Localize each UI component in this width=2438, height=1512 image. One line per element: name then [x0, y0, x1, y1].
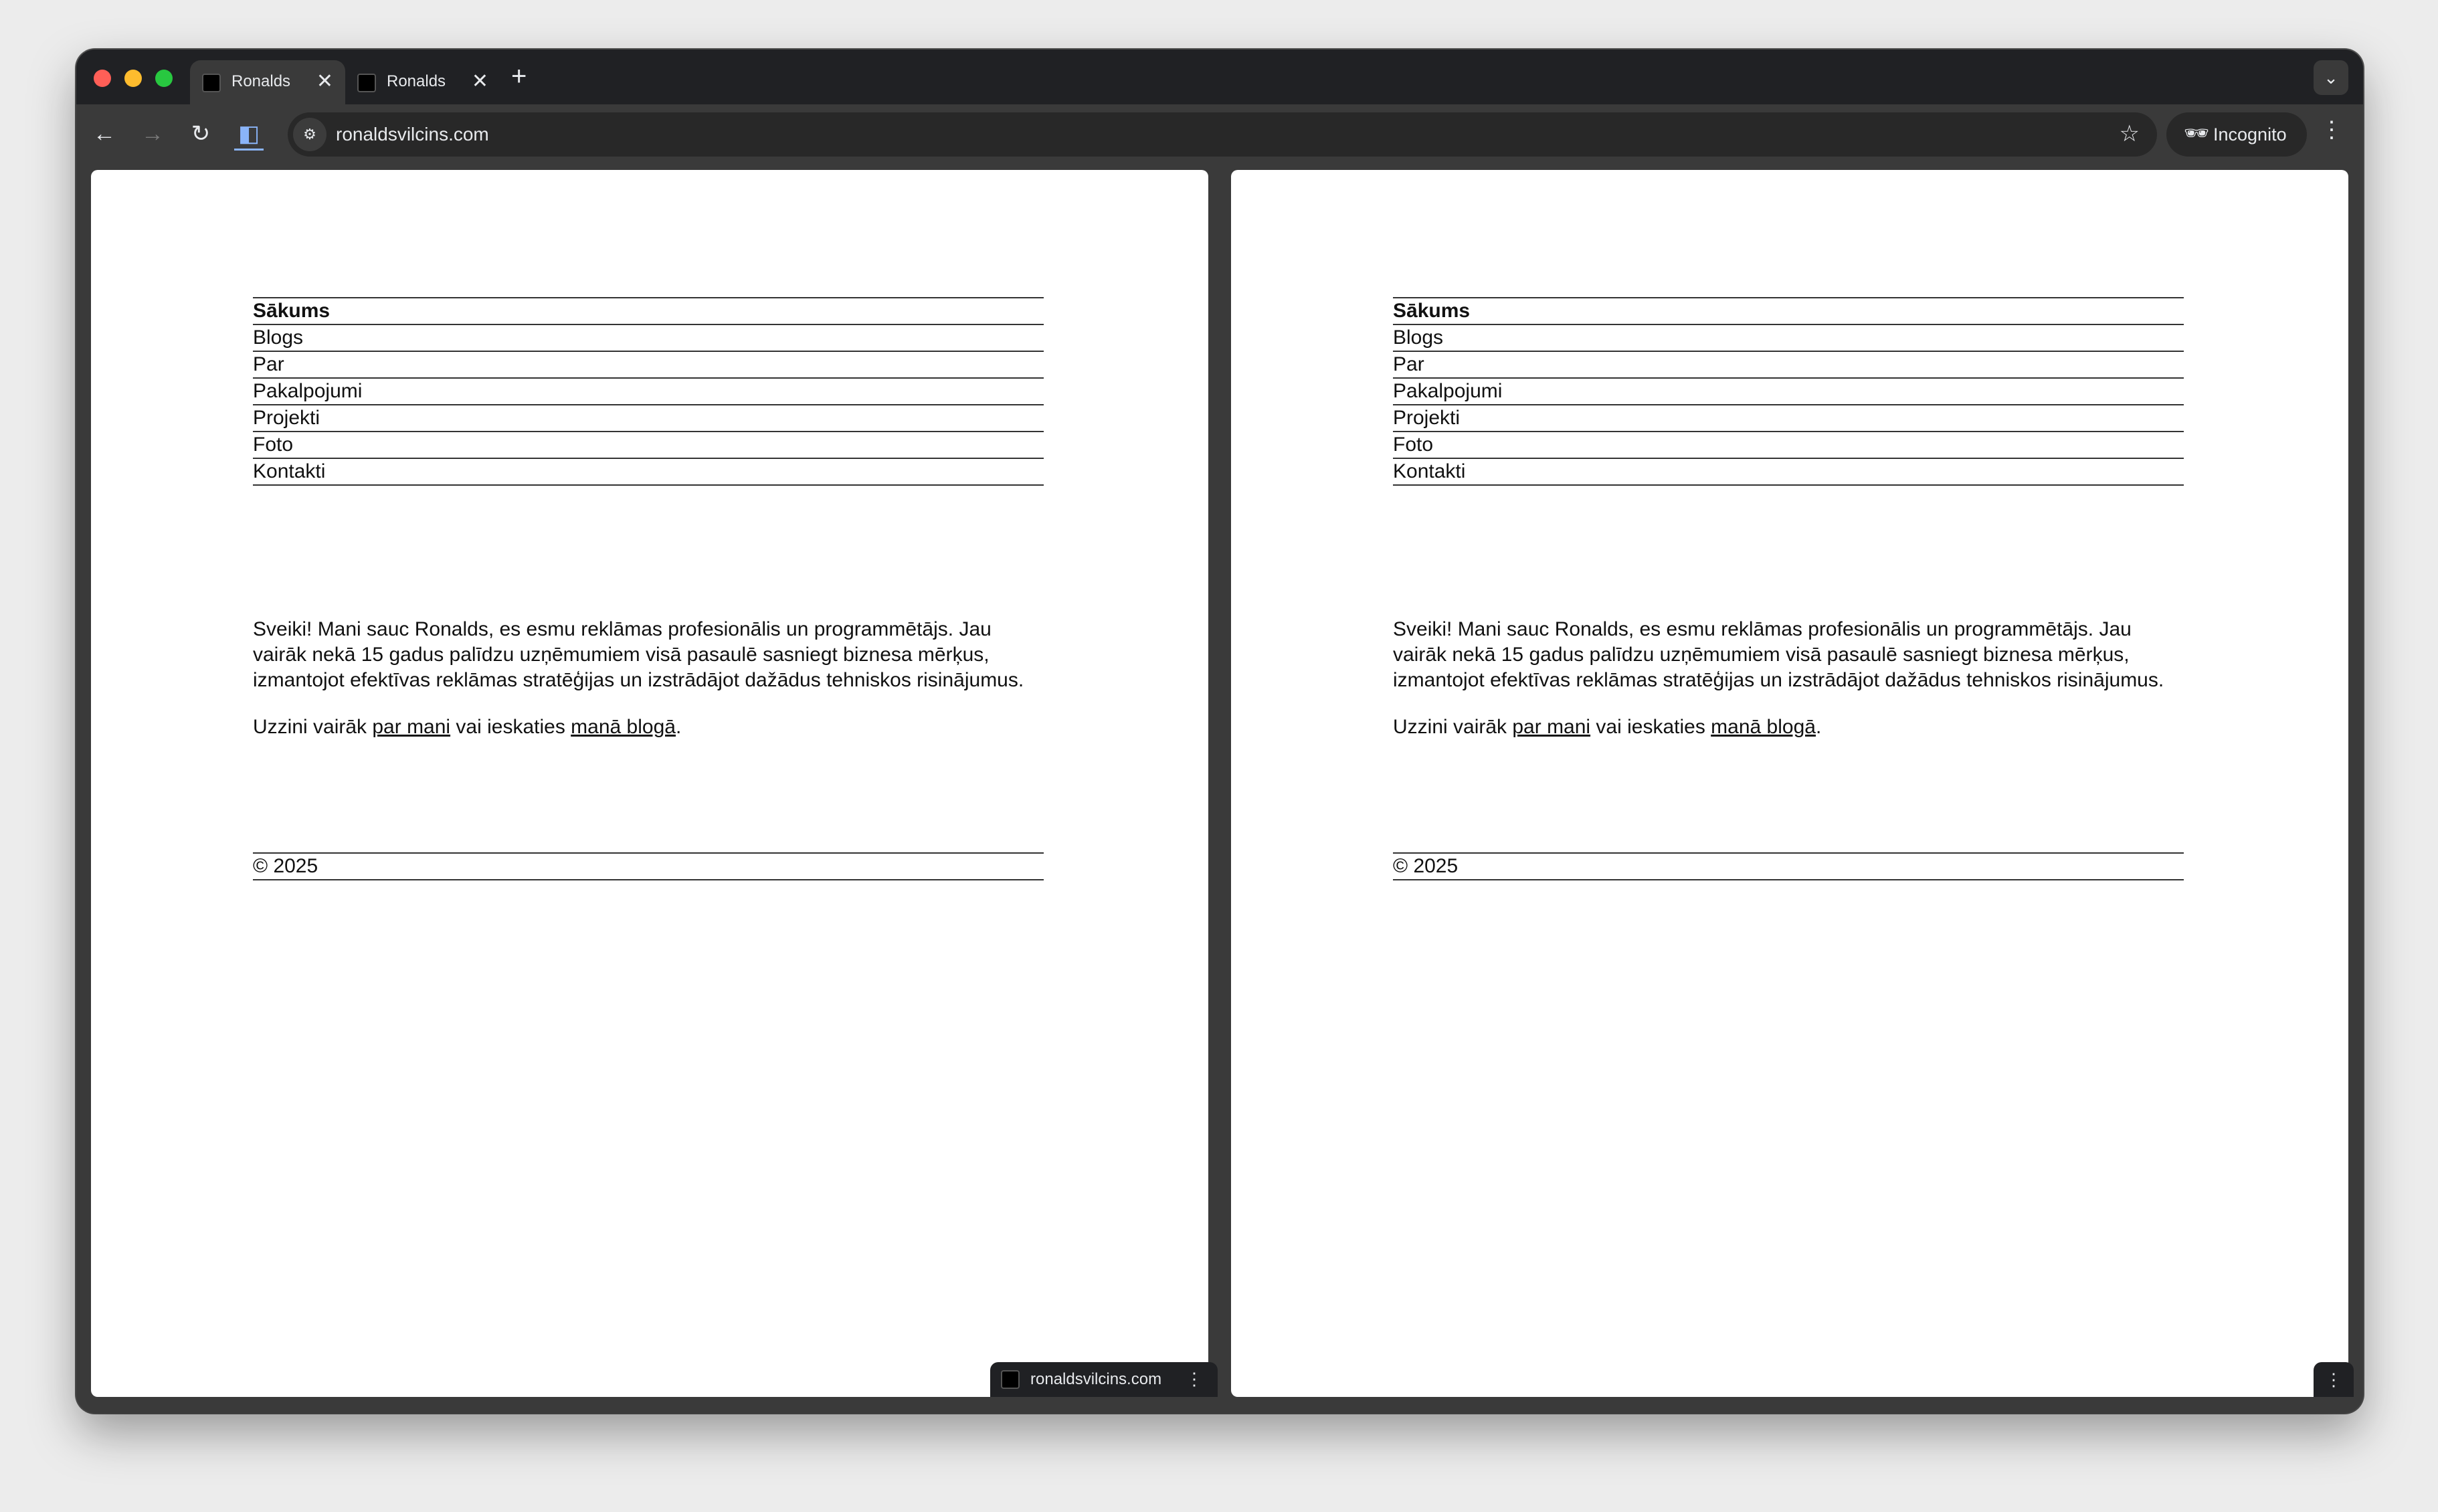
browser-toolbar [76, 104, 2363, 165]
about-me-link[interactable]: par mani [372, 716, 451, 738]
copyright-footer: © 2025 [253, 852, 1044, 880]
minimize-window-button[interactable] [124, 70, 142, 87]
incognito-chip[interactable] [2166, 112, 2307, 157]
nav-item-sakums[interactable]: Sākums [1393, 298, 2184, 325]
intro-paragraph: Sveiki! Mani sauc Ronalds, es esmu reklāmas profesionālis un programmētājs. Jau vairāk nekā 15 gadus palīdzu uzņēmumiem visā pasaulē sasniegt biznesa mērķus, izmantojot efektīvas reklāmas stratēģijas un izstrādājot dažādus tehniskos risinājumus. [1393, 618, 2164, 691]
site-info-icon[interactable]: ⚙ [293, 118, 326, 151]
split-view-icon[interactable]: ◧ [234, 119, 264, 151]
split-pane-tab-chip[interactable] [990, 1362, 1218, 1397]
nav-item-projekti[interactable]: Projekti [1393, 405, 2184, 432]
nav-item-kontakti[interactable]: Kontakti [1393, 459, 2184, 486]
forward-arrow-icon[interactable]: → [141, 121, 164, 147]
intro-section [1393, 617, 2184, 740]
close-window-button[interactable] [94, 70, 111, 87]
learn-more-suffix: . [1815, 716, 1822, 738]
page-content [253, 297, 1044, 880]
nav-item-par[interactable]: Par [1393, 352, 2184, 379]
nav-item-pakalpojumi[interactable]: Pakalpojumi [1393, 379, 2184, 405]
split-pane-menu-icon[interactable]: ⋮ [1186, 1369, 1203, 1389]
split-pane-menu-icon-right[interactable]: ⋮ [2314, 1362, 2354, 1397]
tab-search-chevron-icon[interactable]: ⌄ [2314, 60, 2348, 95]
learn-more-suffix: . [675, 716, 682, 738]
nav-item-sakums[interactable]: Sākums [253, 298, 1044, 325]
learn-more-middle: vai ieskaties [450, 716, 571, 738]
learn-more-paragraph [253, 715, 1044, 740]
blog-link[interactable]: manā blogā [1711, 716, 1816, 738]
nav-item-par[interactable]: Par [253, 352, 1044, 379]
split-pane-url: ronaldsvilcins.com [1030, 1370, 1162, 1388]
about-me-link[interactable]: par mani [1512, 716, 1591, 738]
nav-item-kontakti[interactable]: Kontakti [253, 459, 1044, 486]
split-pane-left [91, 170, 1208, 1397]
learn-more-paragraph [1393, 715, 2184, 740]
maximize-window-button[interactable] [155, 70, 173, 87]
address-bar[interactable] [288, 112, 2157, 157]
incognito-label: Incognito [2213, 124, 2287, 145]
nav-item-blogs[interactable]: Blogs [253, 325, 1044, 352]
nav-item-foto[interactable]: Foto [1393, 432, 2184, 459]
tab-title: Ronalds [387, 72, 446, 90]
learn-more-middle: vai ieskaties [1590, 716, 1711, 738]
site-nav [1393, 297, 2184, 486]
intro-paragraph: Sveiki! Mani sauc Ronalds, es esmu reklāmas profesionālis un programmētājs. Jau vairāk nekā 15 gadus palīdzu uzņēmumiem visā pasaulē sasniegt biznesa mērķus, izmantojot efektīvas reklāmas stratēģijas un izstrādājot dažādus tehniskos risinājumus. [253, 618, 1024, 691]
site-favicon-icon [202, 74, 221, 92]
browser-window [76, 50, 2363, 1413]
tab-ronalds-2[interactable] [345, 60, 500, 104]
tab-title: Ronalds [231, 72, 291, 90]
learn-more-prefix: Uzzini vairāk [1393, 716, 1513, 738]
new-tab-icon[interactable]: + [511, 62, 527, 91]
back-arrow-icon[interactable]: ← [93, 121, 116, 147]
copyright-footer: © 2025 [1393, 852, 2184, 880]
browser-menu-icon[interactable]: ⋮ [2320, 117, 2343, 143]
nav-item-projekti[interactable]: Projekti [253, 405, 1044, 432]
nav-item-pakalpojumi[interactable]: Pakalpojumi [253, 379, 1044, 405]
blog-link[interactable]: manā blogā [571, 716, 676, 738]
nav-item-foto[interactable]: Foto [253, 432, 1044, 459]
nav-item-blogs[interactable]: Blogs [1393, 325, 2184, 352]
close-tab-icon[interactable]: ✕ [316, 70, 333, 92]
tab-ronalds-1[interactable] [190, 60, 345, 104]
site-favicon-icon [357, 74, 376, 92]
reload-icon[interactable]: ↻ [191, 121, 211, 147]
incognito-icon: 🕶 [2184, 122, 2210, 145]
bookmark-star-icon[interactable]: ☆ [2119, 121, 2140, 147]
intro-section [253, 617, 1044, 740]
close-tab-icon[interactable]: ✕ [471, 70, 488, 92]
url-text[interactable]: ronaldsvilcins.com [336, 124, 489, 145]
learn-more-prefix: Uzzini vairāk [253, 716, 373, 738]
site-favicon-icon [1001, 1370, 1020, 1389]
site-nav [253, 297, 1044, 486]
tab-strip [76, 50, 2363, 104]
split-pane-right [1231, 170, 2348, 1397]
page-content [1393, 297, 2184, 880]
